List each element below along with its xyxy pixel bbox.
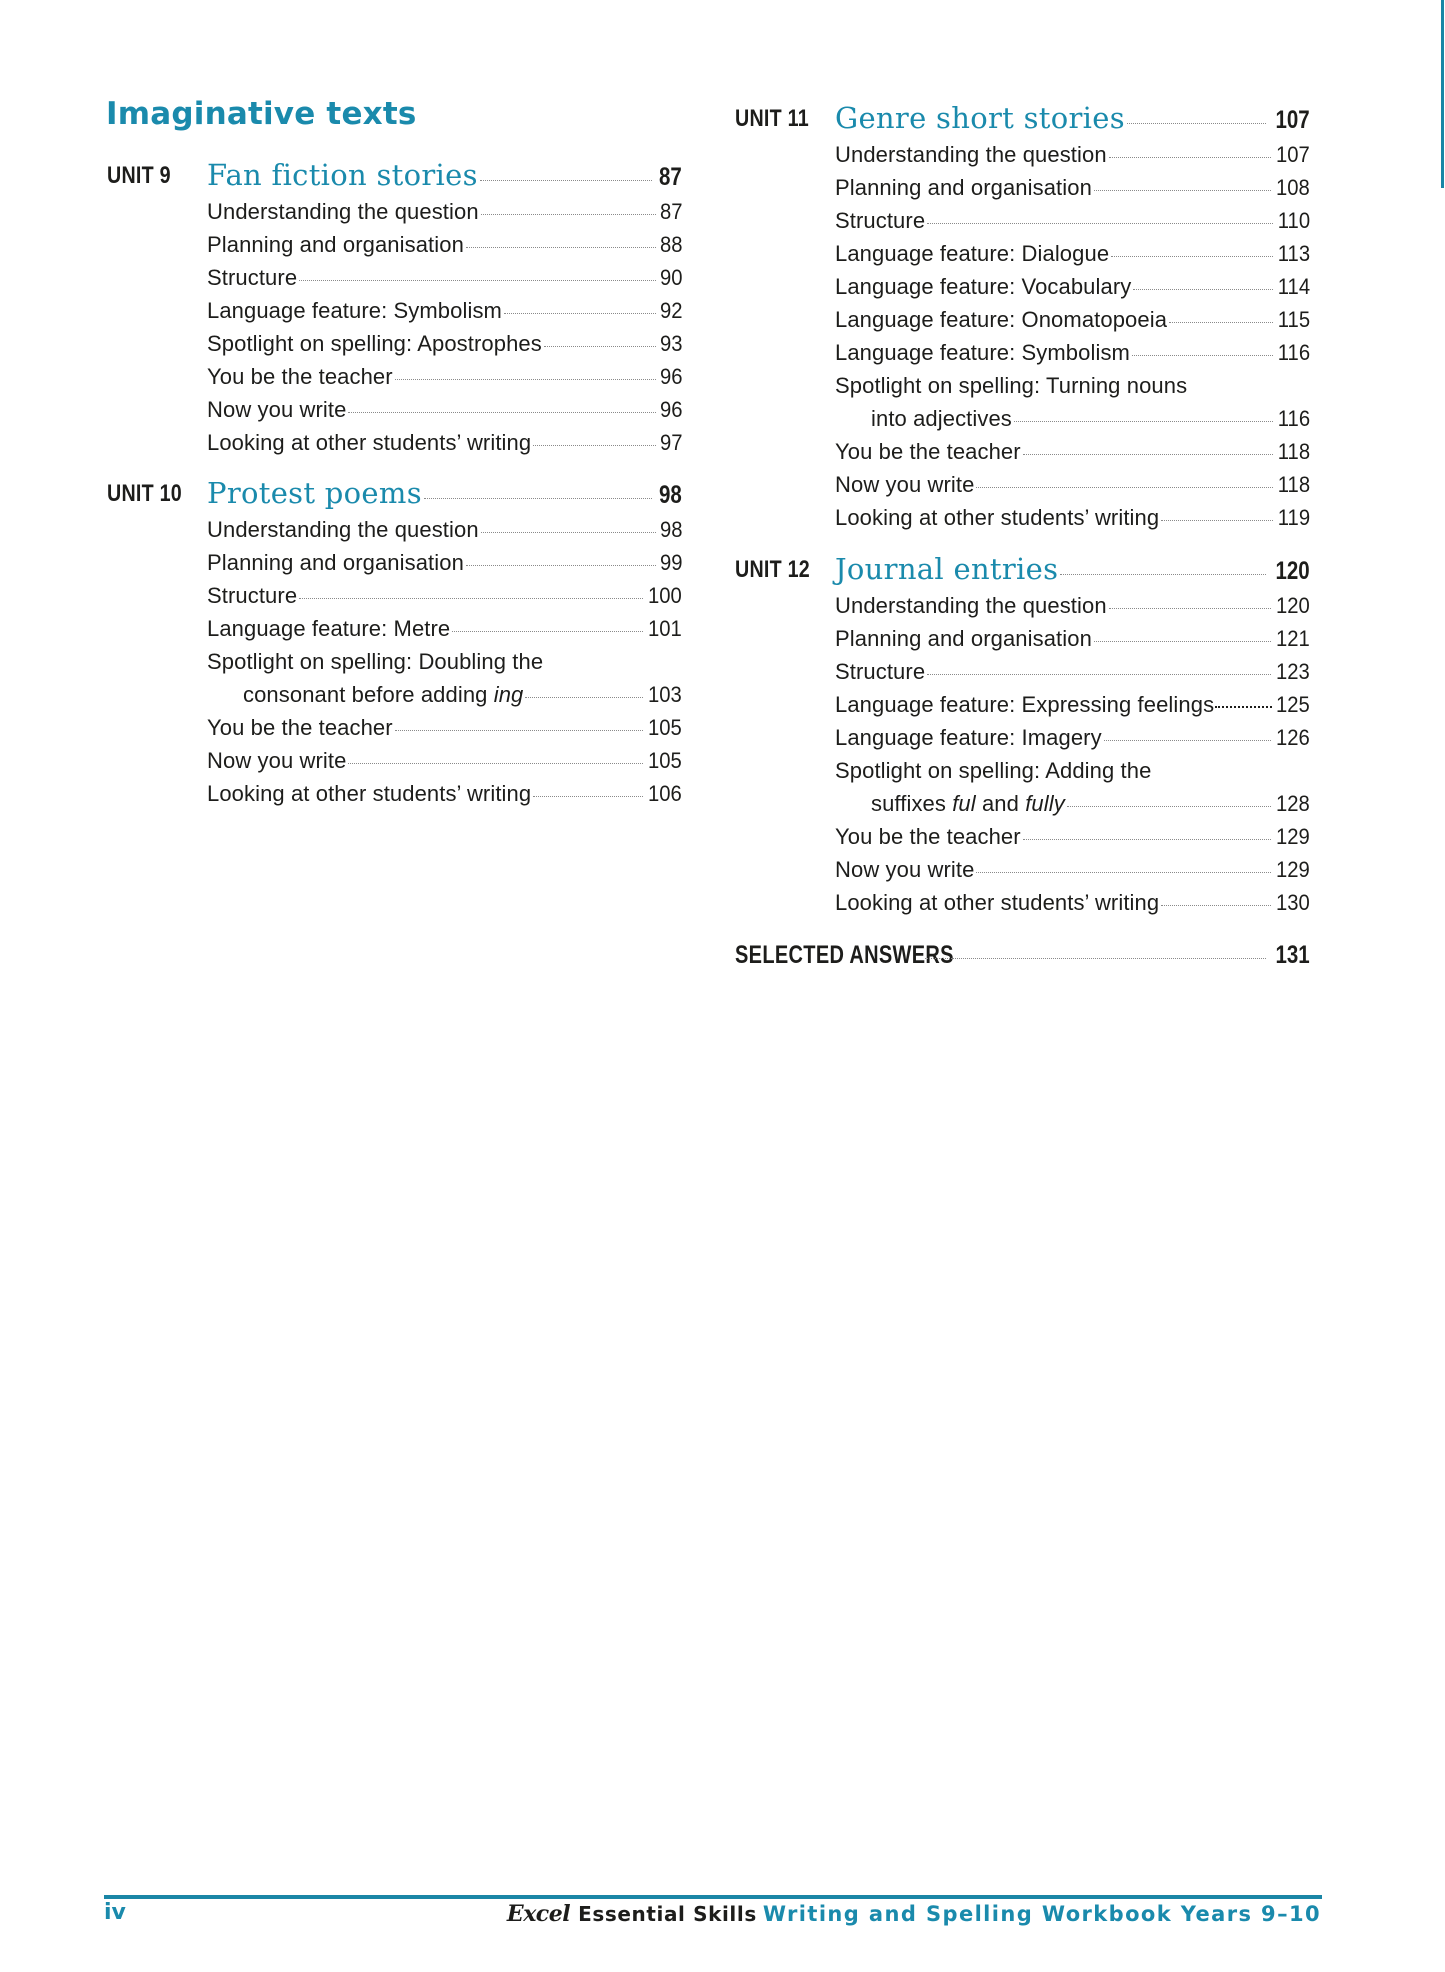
dot-leader: [452, 630, 643, 632]
toc-item-label: Spotlight on spelling: Doubling the: [207, 649, 544, 674]
toc-unit-row[interactable]: [735, 554, 1310, 586]
toc-item[interactable]: [107, 325, 682, 357]
unit-page-number: 120: [1275, 557, 1310, 585]
dot-leader: [1111, 255, 1273, 257]
toc-item-page: 105: [648, 748, 682, 773]
toc-item-label: Looking at other students’ writing: [207, 430, 532, 455]
toc-item-label: Planning and organisation: [835, 175, 1092, 200]
toc-item-page: 93: [659, 331, 682, 356]
toc-item-page: 113: [1277, 241, 1310, 266]
toc-item[interactable]: [107, 193, 682, 225]
toc-item[interactable]: [107, 511, 682, 543]
toc-item[interactable]: [735, 268, 1310, 300]
unit-label: UNIT 10: [107, 480, 183, 507]
toc-item-page: 100: [648, 583, 682, 608]
dot-leader: [395, 378, 656, 380]
toc-item[interactable]: [735, 653, 1310, 685]
toc-item-label: Language feature: Expressing feelings: [835, 692, 1215, 717]
toc-item-page: 97: [659, 430, 682, 455]
toc-item-page: 126: [1276, 725, 1310, 750]
toc-item-label: Structure: [207, 583, 298, 608]
toc-item[interactable]: [107, 358, 682, 390]
toc-item-page: 120: [1276, 593, 1310, 618]
toc-item[interactable]: [735, 884, 1310, 916]
toc-item-label: Language feature: Imagery: [835, 725, 1102, 750]
toc-item-continuation[interactable]: [735, 785, 1310, 817]
toc-item-label-continued: consonant before adding ing: [243, 682, 524, 707]
toc-item-label: Planning and organisation: [207, 232, 464, 257]
toc-item-first-line[interactable]: [735, 752, 1310, 784]
toc-unit-row[interactable]: [107, 160, 682, 192]
toc-item[interactable]: [735, 587, 1310, 619]
toc-item[interactable]: [735, 334, 1310, 366]
toc-item-page: 96: [659, 397, 682, 422]
toc-item-page: 88: [659, 232, 682, 257]
dot-leader: [544, 345, 656, 347]
toc-item[interactable]: [735, 686, 1310, 718]
dot-leader: [1132, 354, 1273, 356]
dot-leader: [533, 444, 655, 446]
toc-item-page: 129: [1276, 857, 1310, 882]
toc-item-page: 130: [1276, 890, 1310, 915]
dot-leader: [927, 222, 1273, 224]
unit-label: UNIT 9: [107, 162, 171, 189]
dot-leader: [348, 411, 655, 413]
toc-item-page: 107: [1276, 142, 1310, 167]
toc-item-label: You be the teacher: [835, 824, 1021, 849]
toc-item-label: Understanding the question: [835, 142, 1107, 167]
toc-item[interactable]: [107, 577, 682, 609]
toc-item-label: Language feature: Dialogue: [835, 241, 1110, 266]
unit-page-number: 98: [659, 481, 682, 509]
toc-item[interactable]: [107, 709, 682, 741]
dot-leader: [299, 279, 655, 281]
dot-leader: [481, 531, 656, 533]
dot-leader: [299, 597, 643, 599]
toc-item[interactable]: [107, 259, 682, 291]
toc-item-label: You be the teacher: [207, 364, 393, 389]
toc-item-label: Understanding the question: [835, 593, 1107, 618]
dot-leader: [1161, 519, 1273, 521]
section-heading: Imaginative texts: [106, 96, 417, 132]
toc-item[interactable]: [735, 136, 1310, 168]
dot-leader: [525, 696, 643, 698]
toc-item[interactable]: [735, 719, 1310, 751]
toc-item[interactable]: [735, 851, 1310, 883]
toc-item[interactable]: [735, 466, 1310, 498]
toc-item-label: Looking at other students’ writing: [207, 781, 532, 806]
dot-leader: [466, 564, 656, 566]
toc-item-label: Spotlight on spelling: Turning nouns: [835, 373, 1188, 398]
footer-rule: [104, 1895, 1322, 1899]
toc-item-label: You be the teacher: [835, 439, 1021, 464]
toc-item[interactable]: [107, 292, 682, 324]
toc-item-page: 90: [659, 265, 682, 290]
dot-leader: [976, 486, 1272, 488]
toc-item-label: Structure: [835, 659, 926, 684]
toc-item-page: 118: [1277, 472, 1310, 497]
footer-book-title: [507, 1901, 1321, 1927]
toc-item-page: 99: [659, 550, 682, 575]
dot-leader: [1215, 705, 1272, 708]
toc-item-page: 115: [1277, 307, 1310, 332]
toc-item[interactable]: [735, 301, 1310, 333]
dot-leader: [348, 762, 643, 764]
unit-title: Journal entries: [835, 552, 1059, 586]
toc-item-page: 119: [1277, 505, 1310, 530]
toc-item-first-line[interactable]: [107, 643, 682, 675]
toc-item-page: 128: [1276, 791, 1310, 816]
dot-leader: [1133, 288, 1273, 290]
toc-item[interactable]: [107, 742, 682, 774]
toc-item-label: Understanding the question: [207, 199, 479, 224]
toc-item-page: 116: [1277, 340, 1310, 365]
footer-page-number: iv: [104, 1900, 126, 1925]
toc-item-label: Spotlight on spelling: Apostrophes: [207, 331, 542, 356]
dot-leader: [533, 795, 643, 797]
dot-leader: [1067, 805, 1271, 807]
unit-label: UNIT 12: [735, 556, 811, 583]
toc-item-label: Understanding the question: [207, 517, 479, 542]
toc-item[interactable]: [107, 424, 682, 456]
toc-item-page: 96: [659, 364, 682, 389]
toc-item-label: Now you write: [835, 857, 975, 882]
toc-item-label: Now you write: [207, 397, 347, 422]
toc-item-page: 114: [1277, 274, 1310, 299]
toc-item[interactable]: [735, 235, 1310, 267]
toc-item[interactable]: [107, 544, 682, 576]
toc-item-label: Spotlight on spelling: Adding the: [835, 758, 1152, 783]
toc-item-label-continued: suffixes ful and fully: [871, 791, 1065, 816]
dot-leader: [1104, 739, 1272, 741]
toc-item-label: Looking at other students’ writing: [835, 505, 1160, 530]
dot-leader: [1127, 122, 1266, 124]
footer-series-name: Essential Skills: [578, 1902, 757, 1926]
toc-item-label: Planning and organisation: [835, 626, 1092, 651]
dot-leader: [1109, 607, 1272, 609]
dot-leader: [1094, 189, 1271, 191]
toc-unit-row[interactable]: [107, 478, 682, 510]
toc-item-page: 101: [648, 616, 682, 641]
toc-item-page: 92: [659, 298, 682, 323]
toc-item[interactable]: [107, 775, 682, 807]
toc-item[interactable]: [735, 202, 1310, 234]
toc-item-page: 87: [659, 199, 682, 224]
toc-item[interactable]: [735, 169, 1310, 201]
toc-item-page: 118: [1277, 439, 1310, 464]
dot-leader: [395, 729, 644, 731]
toc-item[interactable]: [107, 391, 682, 423]
dot-leader: [1094, 640, 1271, 642]
toc-item-page: 121: [1276, 626, 1310, 651]
dot-leader: [480, 179, 652, 181]
toc-unit-row[interactable]: [735, 103, 1310, 135]
toc-item-label: Language feature: Vocabulary: [835, 274, 1132, 299]
dot-leader: [1023, 838, 1272, 840]
dot-leader: [424, 497, 652, 499]
dot-leader: [1169, 321, 1273, 323]
toc-item[interactable]: [107, 226, 682, 258]
dot-leader: [481, 213, 656, 215]
toc-item-page: 125: [1276, 692, 1310, 717]
dot-leader: [504, 312, 656, 314]
unit-title: Genre short stories: [835, 101, 1125, 135]
toc-item-continuation[interactable]: [735, 400, 1310, 432]
toc-item-label: Language feature: Onomatopoeia: [835, 307, 1168, 332]
toc-item-label: Language feature: Symbolism: [835, 340, 1130, 365]
toc-item-page: 106: [648, 781, 682, 806]
toc-item-page: 129: [1276, 824, 1310, 849]
dot-leader: [925, 957, 1266, 959]
toc-item-page: 108: [1276, 175, 1310, 200]
toc-item-label: Structure: [207, 265, 298, 290]
toc-item-label: Structure: [835, 208, 926, 233]
page-edge-tab: [1441, 0, 1444, 188]
unit-title: Fan fiction stories: [207, 158, 478, 192]
dot-leader: [1060, 573, 1266, 575]
toc-item-first-line[interactable]: [735, 367, 1310, 399]
toc-item-page: 98: [659, 517, 682, 542]
dot-leader: [927, 673, 1271, 675]
toc-selected-answers[interactable]: [735, 938, 1310, 970]
toc-item-label: Looking at other students’ writing: [835, 890, 1160, 915]
toc-item-label: Now you write: [207, 748, 347, 773]
toc-item-label: You be the teacher: [207, 715, 393, 740]
unit-title: Protest poems: [207, 476, 422, 510]
unit-page-number: 87: [659, 163, 682, 191]
toc-item-page: 110: [1277, 208, 1310, 233]
unit-label: UNIT 11: [735, 105, 809, 132]
dot-leader: [1014, 420, 1273, 422]
toc-item-page: 103: [648, 682, 682, 707]
dot-leader: [1023, 453, 1273, 455]
dot-leader: [1161, 904, 1271, 906]
toc-item[interactable]: [735, 818, 1310, 850]
toc-item[interactable]: [107, 610, 682, 642]
toc-item-label: Language feature: Symbolism: [207, 298, 502, 323]
selected-answers-label: SELECTED ANSWERS: [735, 941, 954, 969]
toc-item-label-continued: into adjectives: [871, 406, 1012, 431]
toc-item-page: 116: [1277, 406, 1310, 431]
footer-book-name: Writing and Spelling Workbook Years 9–10: [762, 1902, 1321, 1926]
toc-item-label: Language feature: Metre: [207, 616, 451, 641]
toc-item-continuation[interactable]: [107, 676, 682, 708]
toc-item[interactable]: [735, 620, 1310, 652]
toc-item-page: 123: [1276, 659, 1310, 684]
toc-item[interactable]: [735, 499, 1310, 531]
dot-leader: [466, 246, 656, 248]
dot-leader: [1109, 156, 1272, 158]
unit-page-number: 107: [1275, 106, 1310, 134]
toc-item[interactable]: [735, 433, 1310, 465]
toc-item-label: Planning and organisation: [207, 550, 464, 575]
toc-item-page: 105: [648, 715, 682, 740]
toc-item-label: Now you write: [835, 472, 975, 497]
excel-brand-logo: Excel: [506, 1901, 571, 1927]
selected-answers-page: 131: [1275, 941, 1310, 969]
dot-leader: [976, 871, 1271, 873]
